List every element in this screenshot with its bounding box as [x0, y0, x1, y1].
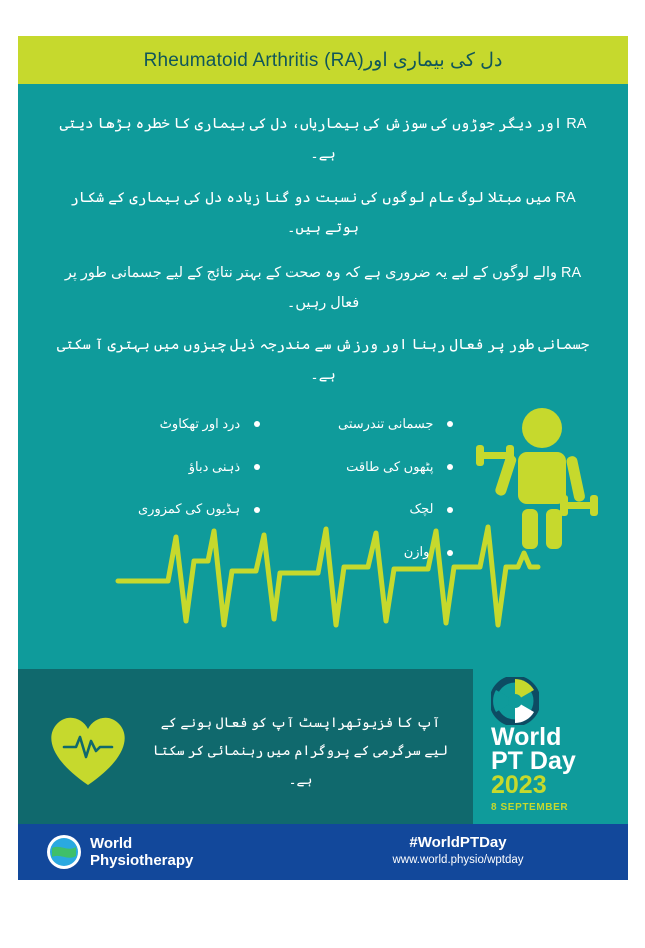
list-item — [338, 457, 453, 478]
list-item — [338, 414, 453, 435]
bullet-dot-icon — [447, 464, 453, 470]
paragraph-2: RA میں مبتلا لوگ عام لوگوں کی نسبت دو گنا زیادہ دل کی بیماری کے شکار ہوتے ہیں۔ — [70, 190, 576, 237]
header-title-latin: Rheumatoid Arthritis (RA) — [143, 49, 364, 71]
world-physiotherapy-wordmark — [90, 835, 193, 870]
heart-with-pulse-icon — [42, 701, 134, 791]
wptd-wordmark — [491, 725, 576, 797]
list-item-label: ہڈیوں کی کمزوری — [138, 501, 241, 517]
list-item-label: ذہنی دباؤ — [188, 458, 241, 474]
band-message: آپ کا فزیوتھراپسٹ آپ کو فعال ہونے کے لیے سرگرمی کے پروگرام میں رہنمائی کر سکتا ہے۔ — [152, 715, 449, 787]
bottom-band — [18, 669, 628, 824]
bullet-dot-icon — [254, 421, 260, 427]
org-line-1: World — [90, 835, 133, 852]
list-item — [138, 414, 260, 435]
list-item-label: پٹھوں کی طاقت — [346, 458, 434, 474]
list-item-label: توازن — [403, 544, 434, 560]
page-title — [144, 49, 503, 72]
poster-footer — [18, 824, 628, 880]
list-item — [138, 457, 260, 478]
paragraph-1: RA اور دیگر جوڑوں کی سوزش کی بیماریاں، دل کی بیماری کا خطرہ بڑھا دیتی ہے۔ — [59, 116, 587, 162]
list-item-label: لچک — [409, 501, 434, 517]
bullet-dot-icon — [254, 464, 260, 470]
wptd-line-2: PT Day — [491, 747, 576, 775]
hashtag-label: #WorldPTDay — [409, 834, 507, 851]
ecg-heartbeat-graphic — [18, 501, 628, 661]
band-message-area — [18, 669, 473, 824]
list-item-label: جسمانی تندرستی — [338, 415, 434, 431]
header-title-urdu: دل کی بیماری اور — [363, 49, 503, 71]
paragraph-block — [18, 84, 628, 391]
wptd-line-1: World — [491, 723, 562, 751]
website-url[interactable]: www.world.physio/wptday — [392, 854, 524, 866]
paragraph-3: RA والے لوگوں کے لیے یہ ضروری ہے کہ وہ صحت کے بہتر نتائج کے لیے جسمانی طور پر فعال رہیں۔ — [64, 264, 582, 311]
paragraph-4: جسمانی طور پر فعال رہنا اور ورزش سے مندرجہ ذیل چیزوں میں بہتری آ سکتی ہے۔ — [56, 337, 590, 384]
poster — [18, 36, 628, 916]
bullet-dot-icon — [447, 421, 453, 427]
wptd-date: 8 SEPTEMBER — [491, 802, 569, 813]
poster-header — [18, 36, 628, 84]
main-content — [18, 84, 628, 669]
list-item-label: درد اور تھکاوٹ — [159, 415, 241, 431]
world-physiotherapy-logo-icon — [46, 834, 82, 870]
wptd-line-3: 2023 — [491, 771, 547, 799]
wptd-circular-logo-icon — [491, 677, 539, 725]
org-line-2: Physiotherapy — [90, 852, 194, 870]
footer-links — [308, 834, 608, 866]
wptd-logo-block — [473, 669, 628, 824]
